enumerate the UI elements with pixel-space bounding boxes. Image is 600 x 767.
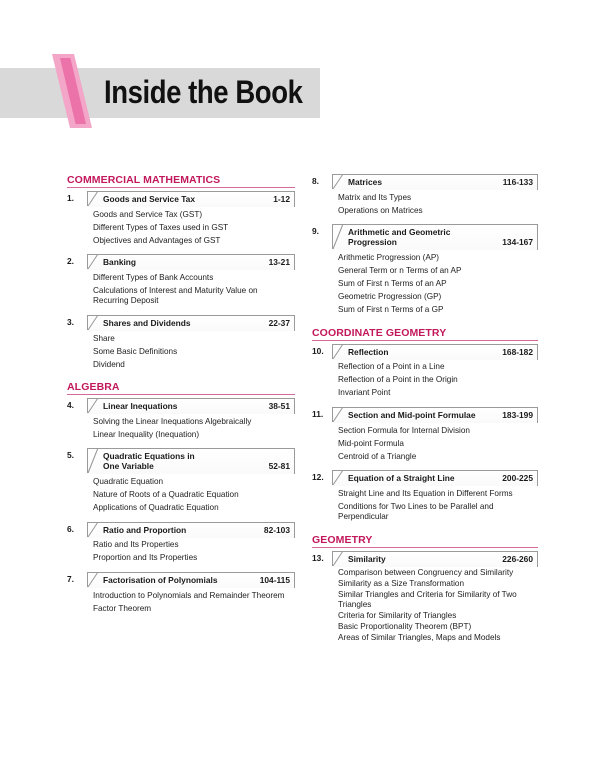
section-heading: GEOMETRY xyxy=(312,534,538,548)
topic-item: Solving the Linear Inequations Algebraically xyxy=(93,416,252,426)
section-heading: COORDINATE GEOMETRY xyxy=(312,327,538,341)
chapter-entry xyxy=(312,470,538,523)
chapter-number: 9. xyxy=(312,226,319,237)
chapter-title-bar xyxy=(87,448,295,474)
chapter-title-bar xyxy=(87,191,295,207)
topic-item: Linear Inequality (Inequation) xyxy=(93,429,200,439)
topic-item: Different Types of Taxes used in GST xyxy=(93,222,229,232)
topic-item: Proportion and Its Properties xyxy=(93,553,198,563)
contents-left-column xyxy=(67,174,295,622)
chapter-pages: 82-103 xyxy=(263,524,290,535)
topic-item: Ratio and Its Properties xyxy=(93,540,179,550)
topic-list xyxy=(67,417,295,441)
chapter-header xyxy=(67,522,295,538)
chapter-header xyxy=(67,448,295,474)
topic-item: Conditions for Two Lines to be Parallel and Perpendicular xyxy=(338,501,494,522)
topic-list xyxy=(312,489,538,523)
topic-item: Sum of First n Terms of an AP xyxy=(338,278,447,288)
chapter-number: 6. xyxy=(67,523,74,534)
topic-item: Arithmetic Progression (AP) xyxy=(338,252,440,262)
chapter-number: 8. xyxy=(312,176,319,186)
topic-item: Factor Theorem xyxy=(93,603,152,613)
chapter-pages: 1-12 xyxy=(273,194,290,204)
chapter-number: 4. xyxy=(67,400,74,411)
chapter-header xyxy=(67,572,295,588)
chapter-header xyxy=(67,191,295,207)
chapter-entry xyxy=(67,572,295,614)
chapter-entry xyxy=(67,315,295,370)
chapter-header xyxy=(67,254,295,270)
topic-item: Calculations of Interest and Maturity Value on Recurring Deposit xyxy=(93,285,258,306)
topic-item: Sum of First n Terms of a GP xyxy=(338,305,444,315)
chapter-title: Factorisation of Polynomials xyxy=(103,574,218,585)
page-title: Inside the Book xyxy=(104,74,303,110)
chapter-title: Ratio and Proportion xyxy=(103,524,187,535)
chapter-title: Shares and Dividends xyxy=(103,317,191,328)
section-heading: COMMERCIAL MATHEMATICS xyxy=(67,174,295,188)
chapter-title-bar xyxy=(332,551,538,567)
chapter-title-bar xyxy=(87,572,295,588)
chapter-title: Linear Inequations xyxy=(103,401,178,412)
chapter-header xyxy=(312,344,538,360)
chapter-pages: 13-21 xyxy=(268,257,290,268)
chapter-title-bar xyxy=(87,398,295,414)
topic-list xyxy=(312,253,538,316)
chapter-title-bar xyxy=(332,224,538,250)
topic-item: Comparison between Congruency and Similarity xyxy=(338,567,514,577)
chapter-entry xyxy=(312,344,538,399)
chapter-title: Reflection xyxy=(348,346,389,357)
chapter-entry xyxy=(312,224,538,315)
chapter-number: 3. xyxy=(67,316,74,327)
chapter-pages: 183-199 xyxy=(502,409,533,420)
topic-list xyxy=(312,426,538,463)
chapter-pages: 226-260 xyxy=(502,553,533,564)
topic-item: Share xyxy=(93,333,115,343)
chapter-header xyxy=(312,551,538,567)
chapter-pages: 116-133 xyxy=(502,177,533,187)
topic-item: Reflection of a Point in the Origin xyxy=(338,375,458,385)
chapter-pages: 200-225 xyxy=(502,473,533,484)
chapter-pages: 52-81 xyxy=(268,461,290,472)
chapter-title-bar xyxy=(332,470,538,486)
chapter-number: 12. xyxy=(312,472,324,483)
topic-list xyxy=(312,193,538,217)
topic-item: Nature of Roots of a Quadratic Equation xyxy=(93,490,239,500)
topic-list xyxy=(67,477,295,514)
chapter-title-bar xyxy=(87,315,295,331)
chapter-title: Banking xyxy=(103,257,137,268)
topic-item: Similarity as a Size Transformation xyxy=(338,578,465,588)
chapter-title-bar xyxy=(332,344,538,360)
topic-item: Areas of Similar Triangles, Maps and Models xyxy=(338,633,501,643)
topic-list xyxy=(312,568,538,644)
topic-item: Invariant Point xyxy=(338,388,391,398)
chapter-number: 1. xyxy=(67,193,74,203)
chapter-entry xyxy=(312,551,538,644)
topic-item: Geometric Progression (GP) xyxy=(338,292,442,302)
topic-list xyxy=(67,273,295,307)
chapter-entry xyxy=(67,191,295,246)
chapter-header xyxy=(67,315,295,331)
topic-list xyxy=(67,540,295,564)
topic-item: Dividend xyxy=(93,359,125,369)
chapter-title: Similarity xyxy=(348,553,386,564)
chapter-title: Arithmetic and Geometric Progression xyxy=(348,227,451,248)
chapter-title-bar xyxy=(332,174,538,190)
chapter-title: Goods and Service Tax xyxy=(103,194,196,204)
topic-item: General Term or n Terms of an AP xyxy=(338,265,462,275)
chapter-title: Section and Mid-point Formulae xyxy=(348,409,476,420)
chapter-title-bar xyxy=(87,522,295,538)
topic-item: Similar Triangles and Criteria for Similarity of Two Triangles xyxy=(338,589,517,610)
topic-item: Objectives and Advantages of GST xyxy=(93,235,221,245)
chapter-header xyxy=(312,174,538,190)
contents-right-column xyxy=(312,174,538,652)
topic-item: Operations on Matrices xyxy=(338,205,423,215)
chapter-entry xyxy=(67,522,295,564)
chapter-entry xyxy=(312,174,538,216)
topic-item: Goods and Service Tax (GST) xyxy=(93,209,203,219)
chapter-pages: 38-51 xyxy=(268,401,290,412)
topic-item: Straight Line and Its Equation in Different Forms xyxy=(338,488,513,498)
topic-list xyxy=(67,591,295,615)
section-heading: ALGEBRA xyxy=(67,381,295,395)
chapter-number: 11. xyxy=(312,408,324,419)
chapter-number: 10. xyxy=(312,345,324,356)
chapter-title-bar xyxy=(87,254,295,270)
chapter-pages: 104-115 xyxy=(259,574,290,585)
topic-item: Mid-point Formula xyxy=(338,438,404,448)
chapter-header xyxy=(312,470,538,486)
topic-list xyxy=(67,210,295,247)
chapter-pages: 134-167 xyxy=(502,237,533,248)
chapter-number: 2. xyxy=(67,256,74,267)
chapter-entry xyxy=(67,254,295,307)
chapter-number: 7. xyxy=(67,573,74,584)
chapter-number: 13. xyxy=(312,552,324,563)
topic-item: Introduction to Polynomials and Remainder Theorem xyxy=(93,590,285,600)
chapter-entry xyxy=(67,448,295,513)
chapter-header xyxy=(312,407,538,423)
topic-list xyxy=(312,362,538,399)
topic-list xyxy=(67,334,295,371)
chapter-title: Matrices xyxy=(348,177,382,187)
topic-item: Section Formula for Internal Division xyxy=(338,425,470,435)
chapter-header xyxy=(312,224,538,250)
chapter-entry xyxy=(312,407,538,462)
topic-item: Quadratic Equation xyxy=(93,477,164,487)
topic-item: Centroid of a Triangle xyxy=(338,451,417,461)
chapter-title-bar xyxy=(332,407,538,423)
topic-item: Applications of Quadratic Equation xyxy=(93,503,219,513)
topic-item: Basic Proportionality Theorem (BPT) xyxy=(338,622,472,632)
chapter-number: 5. xyxy=(67,450,74,461)
chapter-title: Equation of a Straight Line xyxy=(348,473,455,484)
topic-item: Different Types of Bank Accounts xyxy=(93,272,214,282)
chapter-pages: 168-182 xyxy=(502,346,533,357)
chapter-pages: 22-37 xyxy=(268,317,290,328)
topic-item: Matrix and Its Types xyxy=(338,192,412,202)
chapter-entry xyxy=(67,398,295,440)
topic-item: Criteria for Similarity of Triangles xyxy=(338,611,457,621)
chapter-title: Quadratic Equations in One Variable xyxy=(103,451,195,472)
topic-item: Some Basic Definitions xyxy=(93,346,178,356)
chapter-header xyxy=(67,398,295,414)
topic-item: Reflection of a Point in a Line xyxy=(338,362,445,372)
